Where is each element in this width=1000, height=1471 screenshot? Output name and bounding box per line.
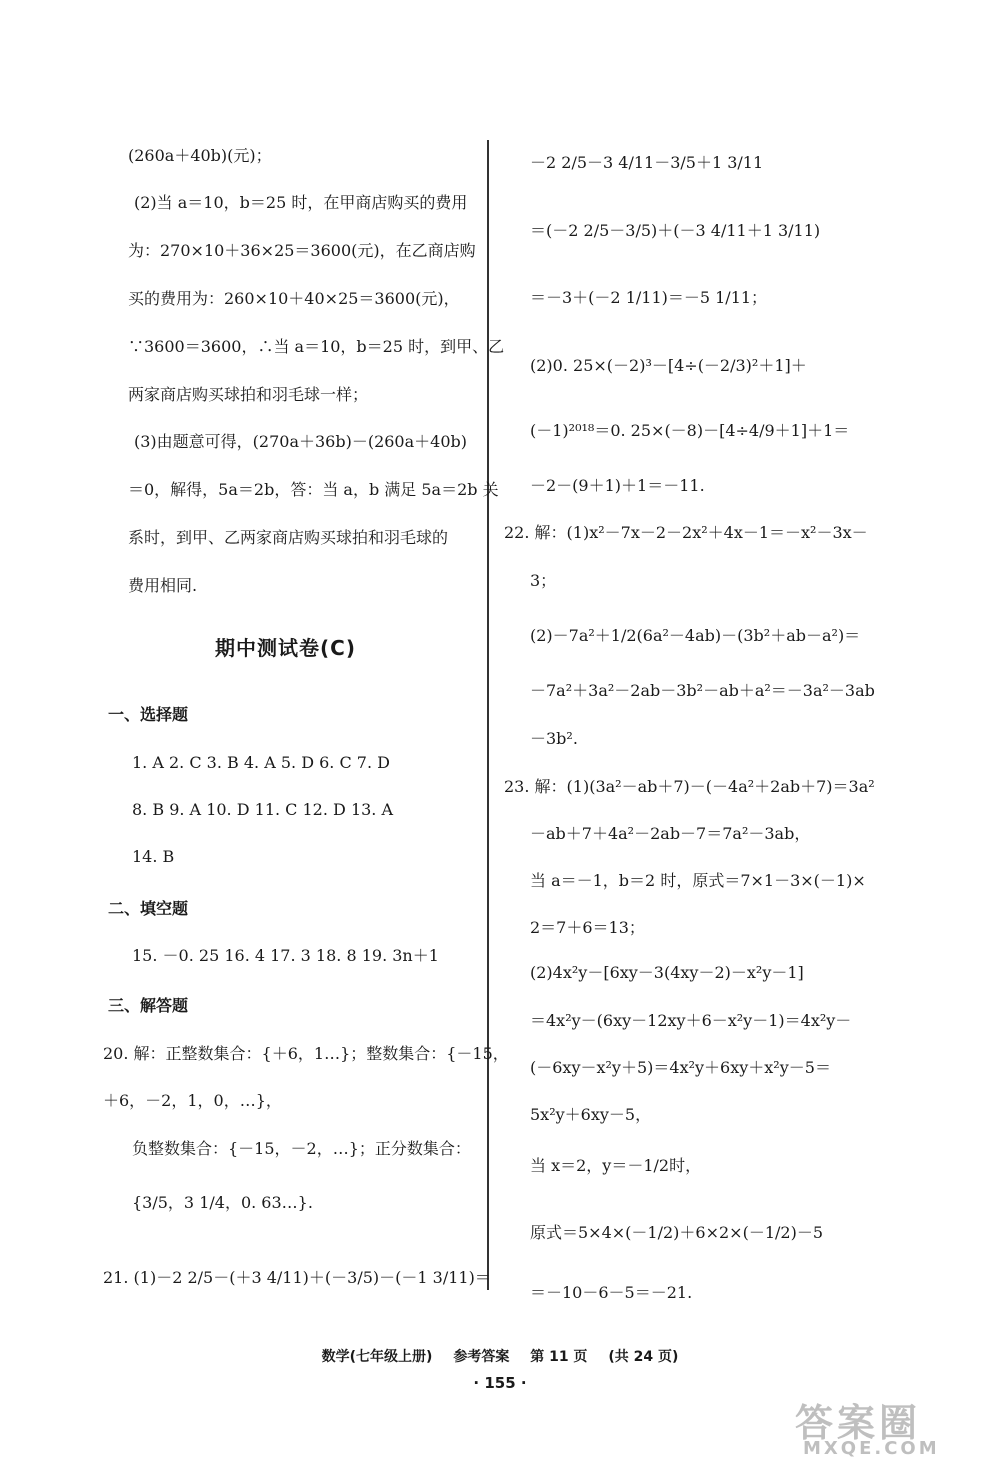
text-line: 5x²y＋6xy－5， <box>530 1105 652 1124</box>
footer-subject: 数学(七年级上册) <box>321 1349 433 1365</box>
text-line: (－1)²⁰¹⁸＝0. 25×(－8)－[4÷4/9＋1]＋1＝ <box>530 421 850 440</box>
text-line: ＝(－2 2/5－3/5)＋(－3 4/11＋1 3/11) <box>530 221 821 240</box>
text-line: (3)由题意可得，(270a＋36b)－(260a＋40b) <box>134 432 467 451</box>
watermark-logo <box>795 1392 970 1462</box>
text-line: －3b². <box>530 729 578 748</box>
column-divider <box>487 140 489 1290</box>
watermark-main: 答案圈 <box>795 1401 922 1445</box>
text-line: ＝－3＋(－2 1/11)＝－5 1/11； <box>530 288 768 307</box>
answer-line: {3/5，3 1/4，0. 63…}. <box>132 1193 313 1212</box>
choice-answers: 14. B <box>132 847 175 866</box>
text-line: ＝－10－6－5＝－21. <box>530 1283 693 1302</box>
text-line: (－6xy－x²y＋5)＝4x²y＋6xy＋x²y－5＝ <box>530 1058 831 1077</box>
text-line: ＝0，解得，5a＝2b，答：当 a，b 满足 5a＝2b 关 <box>128 480 499 499</box>
text-line: (2)0. 25×(－2)³－[4÷(－2/3)²＋1]＋ <box>530 356 807 375</box>
footer-answers: 参考答案 <box>453 1349 510 1365</box>
text-line: 买的费用为：260×10＋40×25＝3600(元)， <box>128 289 460 308</box>
footer-page: 第 11 页 <box>530 1349 588 1365</box>
choice-answers: 1. A 2. C 3. B 4. A 5. D 6. C 7. D <box>132 753 390 772</box>
text-line: (260a＋40b)(元)； <box>128 146 272 165</box>
text-line: ∵3600＝3600，∴当 a＝10，b＝25 时，到甲、乙 <box>128 337 505 356</box>
footer-total: (共 24 页) <box>608 1349 679 1365</box>
text-line: 22. 解：(1)x²－7x－2－2x²＋4x－1＝－x²－3x－ <box>504 523 868 542</box>
text-line: (2)4x²y－[6xy－3(4xy－2)－x²y－1] <box>530 963 804 982</box>
choice-answers: 8. B 9. A 10. D 11. C 12. D 13. A <box>132 800 394 819</box>
text-line: 费用相同. <box>128 576 198 595</box>
text-line: －7a²＋3a²－2ab－3b²－ab＋a²＝－3a²－3ab <box>530 681 875 700</box>
text-line: －2－(9＋1)＋1＝－11. <box>530 476 705 495</box>
text-line: 23. 解：(1)(3a²－ab＋7)－(－4a²＋2ab＋7)＝3a² <box>504 777 875 796</box>
text-line: 3； <box>530 571 557 590</box>
page-number: · 155 · <box>473 1374 527 1392</box>
text-line: 2＝7＋6＝13； <box>530 918 645 937</box>
text-line: －2 2/5－3 4/11－3/5＋1 3/11 <box>530 153 764 172</box>
text-line: 为：270×10＋36×25＝3600(元)，在乙商店购 <box>128 241 476 260</box>
answer-line: ＋6，－2，1，0，…}， <box>103 1091 282 1110</box>
text-line: (2)－7a²＋1/2(6a²－4ab)－(3b²＋ab－a²)＝ <box>530 626 861 645</box>
answer-line: 负整数集合：{－15，－2，…}；正分数集合： <box>132 1139 471 1158</box>
page-footer <box>0 1346 1000 1366</box>
answer-line: 20. 解：正整数集合：{＋6，1…}；整数集合：{－15， <box>103 1044 509 1063</box>
text-line: ＝4x²y－(6xy－12xy＋6－x²y－1)＝4x²y－ <box>530 1011 852 1030</box>
watermark-sub: MXQE.COM <box>803 1438 940 1459</box>
text-line: 系时，到甲、乙两家商店购买球拍和羽毛球的 <box>128 528 449 547</box>
section-heading-choice: 一、选择题 <box>108 705 189 724</box>
answer-line: 21. (1)－2 2/5－(＋3 4/11)＋(－3/5)－(－1 3/11)＝ <box>103 1268 491 1287</box>
text-line: －ab＋7＋4a²－2ab－7＝7a²－3ab， <box>530 824 811 843</box>
text-line: 原式＝5×4×(－1/2)＋6×2×(－1/2)－5 <box>530 1223 823 1242</box>
text-line: (2)当 a＝10，b＝25 时，在甲商店购买的费用 <box>134 193 468 212</box>
section-title: 期中测试卷(C) <box>215 636 356 660</box>
fill-answers: 15. －0. 25 16. 4 17. 3 18. 8 19. 3n＋1 <box>132 946 439 965</box>
text-line: 当 x＝2，y＝－1/2时， <box>530 1156 702 1175</box>
section-heading-fill: 二、填空题 <box>108 899 189 918</box>
text-line: 当 a＝－1，b＝2 时，原式＝7×1－3×(－1)× <box>530 871 866 890</box>
section-heading-answer: 三、解答题 <box>108 996 189 1015</box>
text-line: 两家商店购买球拍和羽毛球一样； <box>128 385 369 404</box>
